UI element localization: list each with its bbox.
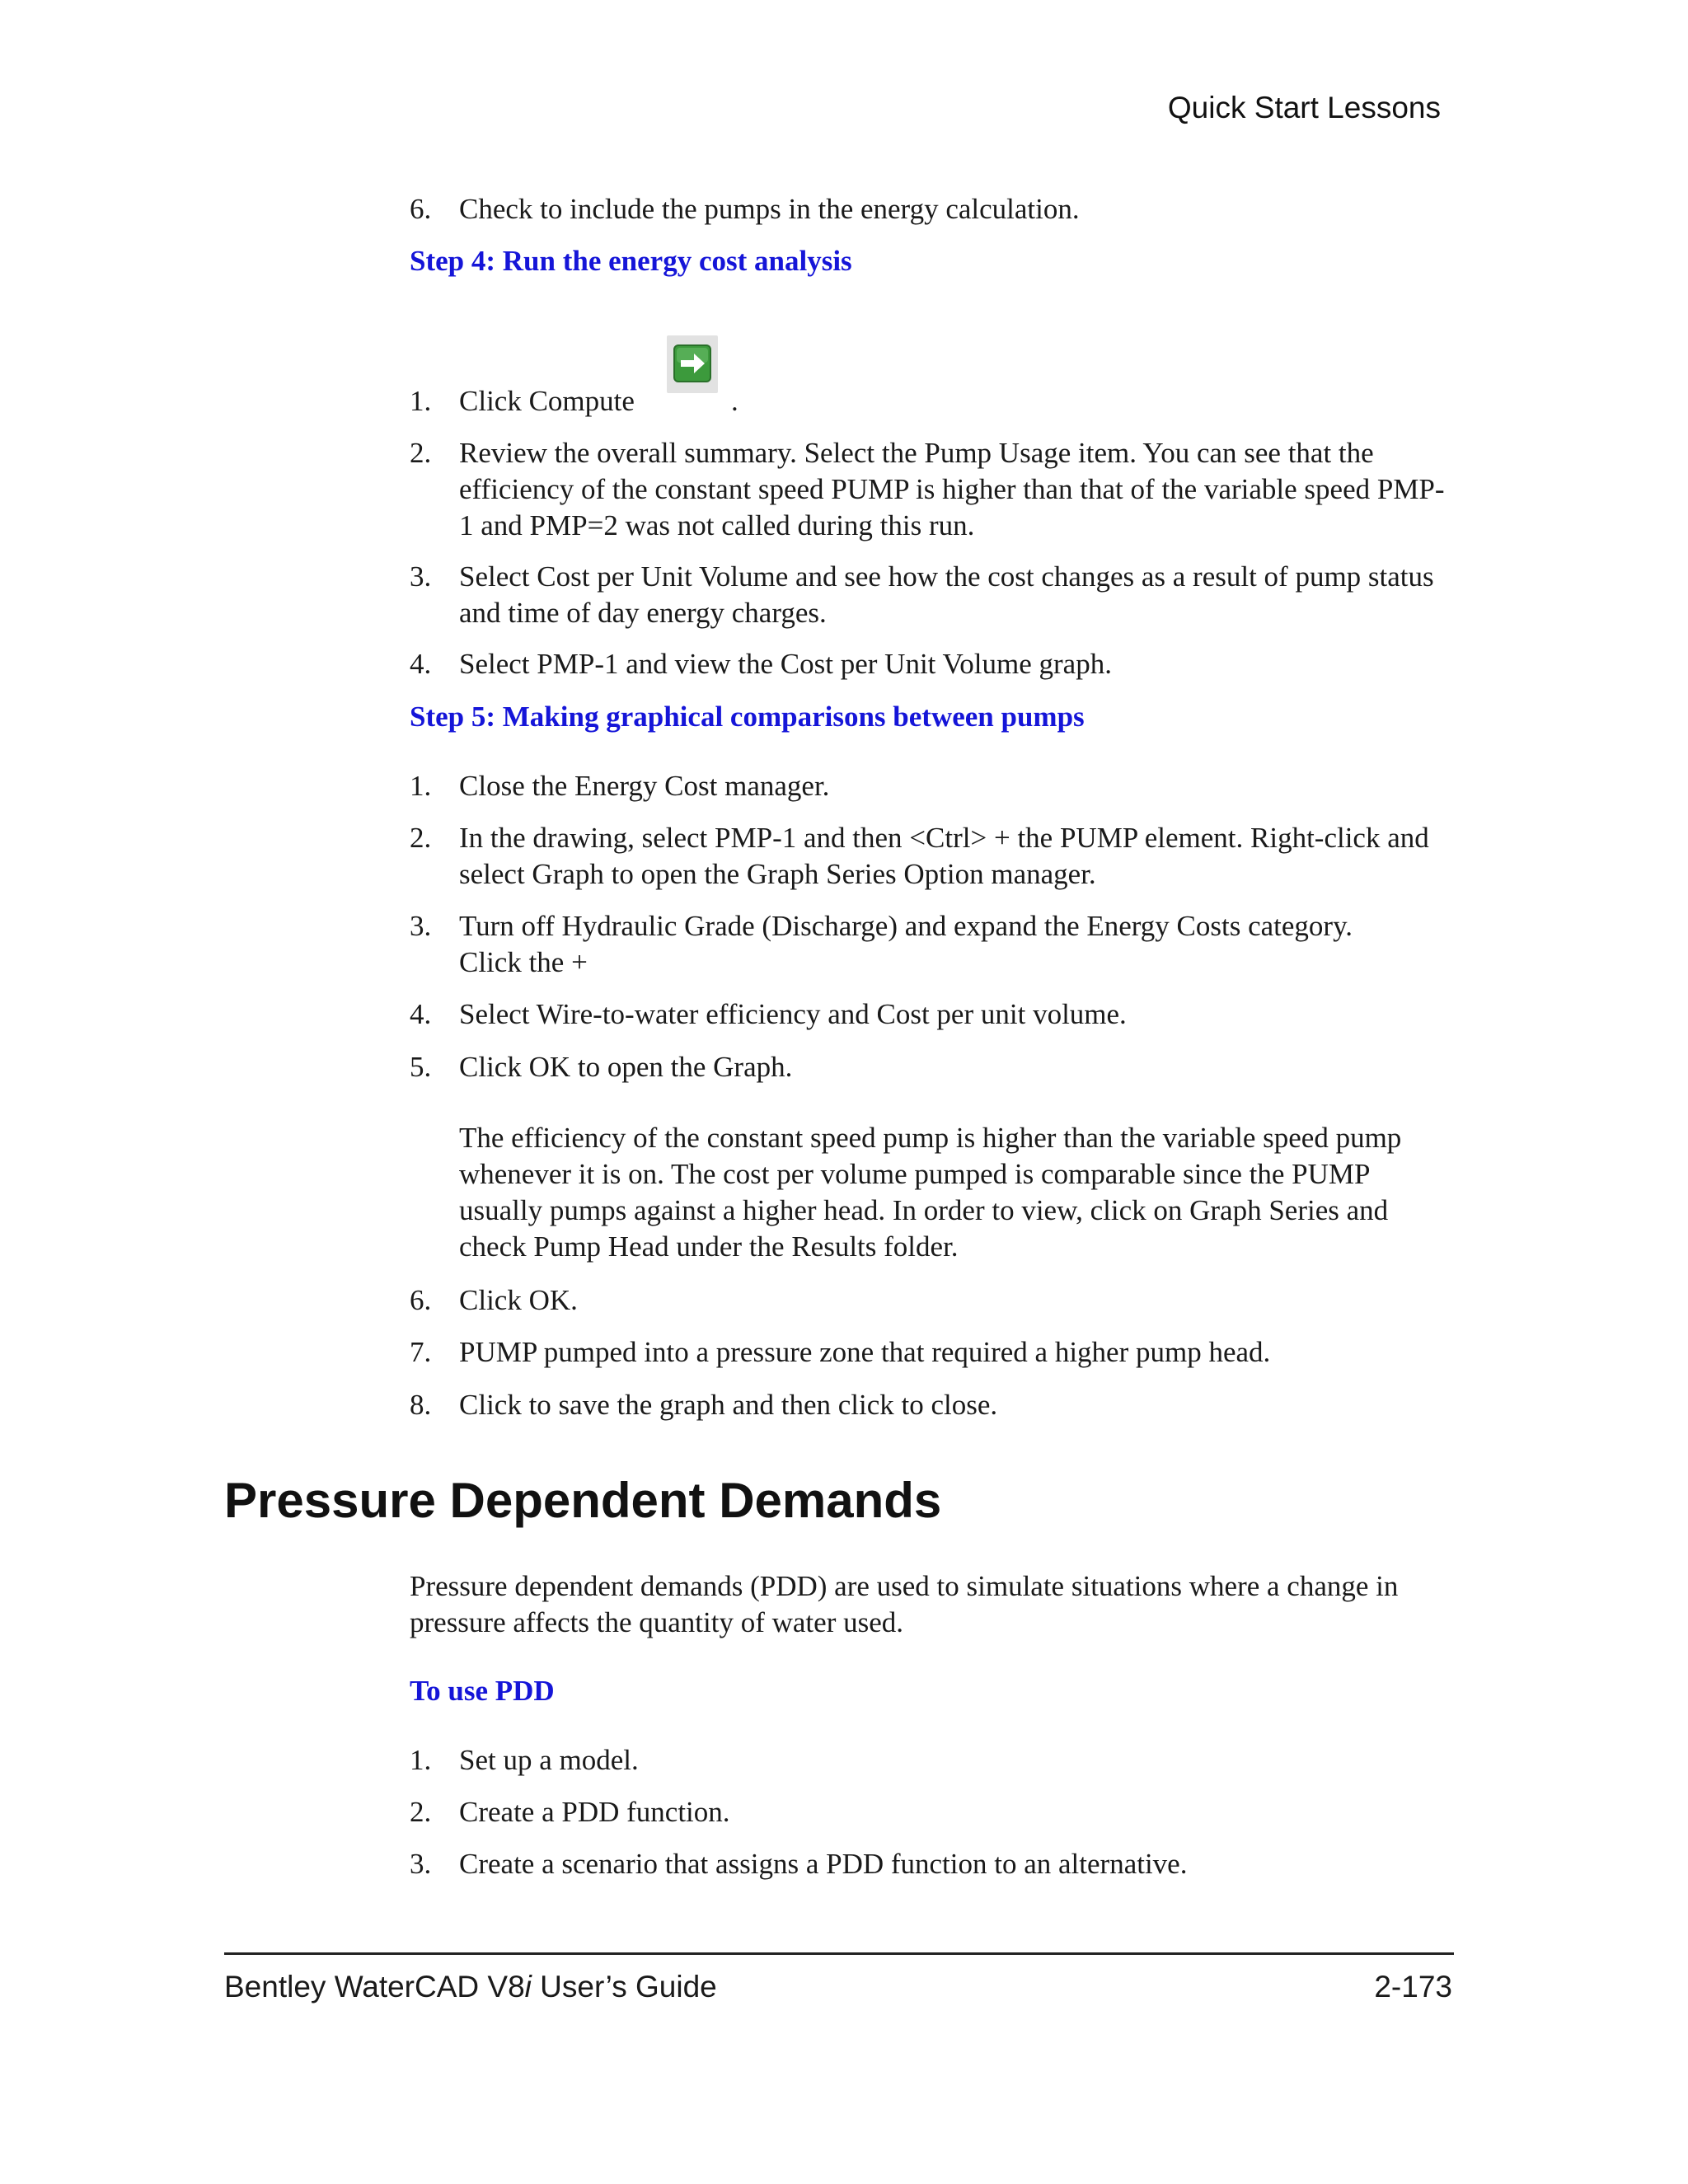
list-item-text: Click OK to open the Graph. xyxy=(459,1051,793,1083)
list-item-number: 8. xyxy=(410,1389,432,1421)
footer-book-title xyxy=(224,1970,717,2004)
list-item-number: 1. xyxy=(410,1744,432,1776)
list-item-number: 3. xyxy=(410,560,432,593)
running-header: Quick Start Lessons xyxy=(1167,91,1441,124)
list-item-text: Check to include the pumps in the energy calculation. xyxy=(459,193,1080,225)
list-item-number: 3. xyxy=(410,1848,432,1880)
list-item-text: Create a PDD function. xyxy=(459,1796,730,1828)
list-item-text: PUMP pumped into a pressure zone that required a higher pump head. xyxy=(459,1336,1271,1368)
list-item-number: 5. xyxy=(410,1051,432,1083)
list-item-text: Create a scenario that assigns a PDD function to an alternative. xyxy=(459,1848,1188,1880)
list-item-number: 2. xyxy=(410,822,432,854)
pdd-subheading: To use PDD xyxy=(410,1675,555,1707)
pdd-intro: Pressure dependent demands (PDD) are used to simulate situations where a change in pressure affects the quantity of water used. xyxy=(410,1570,1399,1638)
list-item-number: 6. xyxy=(410,193,432,225)
list-item-text: Close the Energy Cost manager. xyxy=(459,770,830,802)
list-item-number: 6. xyxy=(410,1284,432,1316)
footer-title-prefix: Bentley WaterCAD V8 xyxy=(224,1970,525,2004)
list-item-text: Review the overall summary. Select the Pump Usage item. You can see that the efficiency of the constant speed PUMP is higher than that of the variable speed PMP-1 and PMP=2 was not called during this run. xyxy=(459,437,1445,541)
section-title: Pressure Dependent Demands xyxy=(224,1473,942,1528)
footer-page-number: 2-173 xyxy=(1374,1970,1452,2004)
step4-heading: Step 4: Run the energy cost analysis xyxy=(410,245,852,277)
list-item-text: Select Cost per Unit Volume and see how the cost changes as a result of pump status and time of day energy charges. xyxy=(459,560,1434,629)
list-item-number: 2. xyxy=(410,1796,432,1828)
step5-note: The efficiency of the constant speed pump is higher than the variable speed pump whenever it is on. The cost per volume pumped is comparable since the PUMP usually pumps against a higher head. In order to view, click on Graph Series and check Pump Head under the Results folder. xyxy=(459,1122,1402,1263)
footer-title-suffix: User’s Guide xyxy=(531,1970,717,2004)
list-item-text: Click Compute xyxy=(459,385,635,417)
list-item-number: 3. xyxy=(410,910,432,942)
footer-rule xyxy=(224,1952,1454,1955)
footer-title-italic: i xyxy=(524,1970,532,2004)
list-item-text: Click to save the graph and then click to close. xyxy=(459,1389,998,1421)
list-item-text: Set up a model. xyxy=(459,1744,639,1776)
list-item-number: 1. xyxy=(410,385,432,417)
list-item-number: 4. xyxy=(410,648,432,680)
list-item-text: Turn off Hydraulic Grade (Discharge) and expand the Energy Costs category. Click the + xyxy=(459,910,1353,978)
list-item-text: Select PMP-1 and view the Cost per Unit Volume graph. xyxy=(459,648,1112,680)
list-item-text: Select Wire-to-water efficiency and Cost per unit volume. xyxy=(459,998,1127,1030)
list-item-suffix: . xyxy=(731,385,738,417)
list-item-number: 2. xyxy=(410,437,432,469)
step5-heading: Step 5: Making graphical comparisons between pumps xyxy=(410,701,1085,733)
list-item-number: 4. xyxy=(410,998,432,1030)
list-item-number: 7. xyxy=(410,1336,432,1368)
list-item-number: 1. xyxy=(410,770,432,802)
list-item-text: Click OK. xyxy=(459,1284,578,1316)
list-item-text: In the drawing, select PMP-1 and then <Ctrl> + the PUMP element. Right-click and select Graph to open the Graph Series Option manager. xyxy=(459,822,1429,890)
